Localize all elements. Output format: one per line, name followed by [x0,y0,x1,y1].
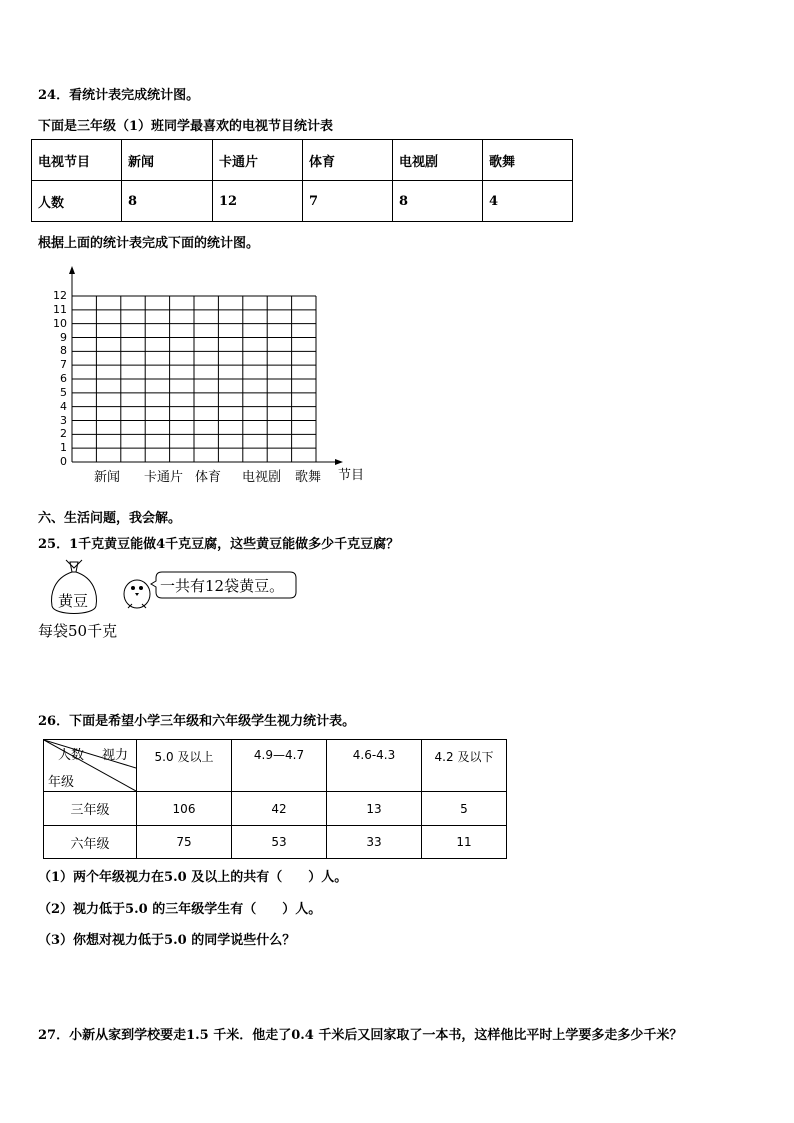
table-row [44,826,507,859]
table-cell: 5 [422,792,507,826]
q27-title: 27．小新从家到学校要走1.5 千米．他走了0.4 千米后又回家取了一本书，这样他比平时上学要多走多少千米？ [38,1028,683,1043]
q26-title: 26．下面是希望小学三年级和六年级学生视力统计表。 [38,714,356,729]
x-tick-label: 体育 [195,470,222,485]
q25-title: 25．1千克黄豆能做4千克豆腐，这些黄豆能做多少千克豆腐？ [38,537,400,552]
table-cell: 卡通片 [213,140,303,181]
q26-sub2: （2）视力低于5.0 的三年级学生有（ ）人。 [38,902,322,917]
x-tick-label: 卡通片 [144,470,184,485]
y-tick-label: 5 [60,385,67,399]
y-tick-label: 8 [60,344,67,358]
table-cell: 电视节目 [32,140,122,181]
corner-label-grade: 年级 [48,775,75,790]
table-cell: 4 [483,181,573,222]
table-cell: 8 [393,181,483,222]
table-cell: 人数 [32,181,122,222]
x-tick-label: 歌舞 [295,470,322,485]
x-tick-label: 新闻 [94,470,121,485]
y-tick-label: 7 [60,358,67,372]
q26-sub1: （1）两个年级视力在5.0 及以上的共有（ ）人。 [38,870,348,885]
bag-caption: 每袋50千克 [38,622,118,640]
corner-label-people: 人数 [58,748,85,763]
q24-instruction: 根据上面的统计表完成下面的统计图。 [38,236,260,251]
table-cell: 歌舞 [483,140,573,181]
q24-table-caption: 下面是三年级（1）班同学最喜欢的电视节目统计表 [38,119,334,134]
table-cell: 7 [303,181,393,222]
table-cell: 13 [327,792,422,826]
table-cell: 8 [122,181,213,222]
y-tick-label: 0 [60,455,67,468]
table-cell: 75 [137,826,232,859]
y-tick-label: 10 [53,316,67,330]
y-tick-label: 12 [53,289,67,302]
bag-label: 黄豆 [58,592,89,610]
table-row [44,740,507,792]
y-tick-label: 1 [60,441,67,455]
column-header: 5.0 及以上 [137,740,232,792]
y-tick-label: 9 [60,330,67,344]
y-tick-label: 11 [53,302,67,316]
table-cell: 42 [232,792,327,826]
corner-cell [44,740,137,792]
table-cell: 33 [327,826,422,859]
table-row [44,792,507,826]
q26-sub3: （3）你想对视力低于5.0 的同学说些什么？ [38,933,296,948]
y-tick-label: 6 [60,372,67,385]
x-tick-label: 电视剧 [242,470,282,485]
table-cell: 11 [422,826,507,859]
x-axis-label: 节目 [338,468,365,483]
q24-title: 24．看统计表完成统计图。 [38,88,200,103]
column-header: 4.2 及以下 [422,740,507,792]
table-cell: 体育 [303,140,393,181]
table-cell: 12 [213,181,303,222]
y-tick-label: 2 [60,427,67,441]
y-tick-label: 4 [60,399,67,413]
table-cell: 新闻 [122,140,213,181]
column-header: 4.6-4.3 [327,740,422,792]
y-axis-arrow [69,266,75,274]
table-cell: 106 [137,792,232,826]
grid-lines [72,296,316,462]
row-label: 六年级 [44,826,137,859]
section-6-title: 六、生活问题，我会解。 [38,511,182,526]
corner-label-vision: 视力 [102,748,129,763]
table-cell: 53 [232,826,327,859]
y-tick-label: 3 [60,413,67,427]
column-header: 4.9—4.7 [232,740,327,792]
vision-table [43,739,507,859]
table-cell: 电视剧 [393,140,483,181]
row-label: 三年级 [44,792,137,826]
speech-text: 一共有12袋黄豆。 [160,577,285,595]
